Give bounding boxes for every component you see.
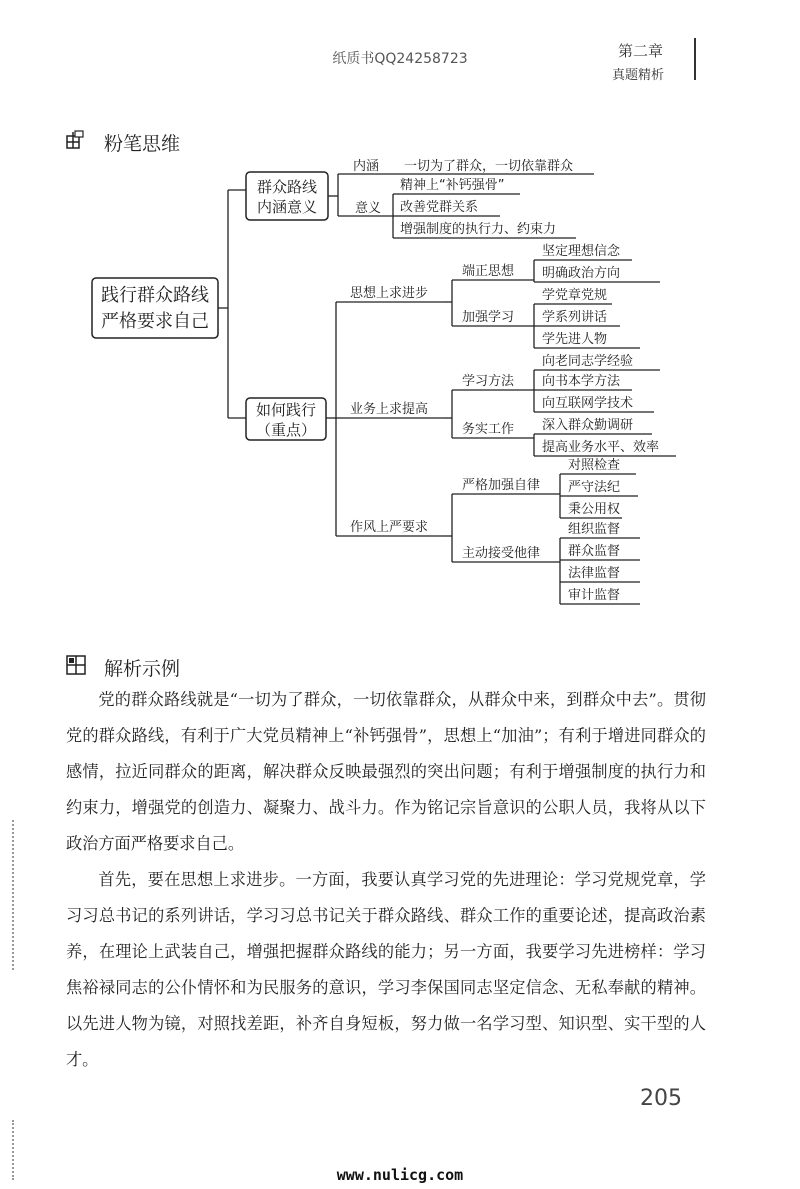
footer-url: www.nulicg.com bbox=[336, 1166, 464, 1184]
item-2-1-2: 法律监督 bbox=[568, 566, 621, 581]
item-0-0-1: 明确政治方向 bbox=[542, 266, 621, 281]
group-label-0: 思想上求进步 bbox=[350, 286, 429, 301]
grid-icon bbox=[66, 130, 86, 150]
scan-edge-mark bbox=[12, 820, 16, 970]
yiyi-item-1: 改善党群关系 bbox=[400, 200, 479, 215]
sub-label-1-1: 务实工作 bbox=[462, 422, 515, 437]
section-title-mindmap: 粉笔思维 bbox=[104, 133, 181, 155]
item-2-1-3: 审计监督 bbox=[568, 588, 621, 603]
item-2-0-0: 对照检查 bbox=[568, 458, 621, 473]
item-1-0-2: 向互联网学技术 bbox=[542, 396, 634, 411]
chapter-subtitle: 真题精析 bbox=[612, 68, 665, 83]
yiyi-item-0: 精神上“补钙强骨” bbox=[400, 178, 505, 193]
sub-label-1-0: 学习方法 bbox=[462, 374, 515, 389]
root-node-text-0: 践行群众路线 bbox=[101, 285, 209, 306]
chapter-label: 第二章 bbox=[618, 42, 664, 60]
item-0-1-1: 学系列讲话 bbox=[542, 310, 608, 325]
item-1-1-0: 深入群众勤调研 bbox=[542, 418, 634, 433]
item-1-0-0: 向老同志学经验 bbox=[542, 354, 634, 369]
branch2-node-text-1: （重点） bbox=[255, 421, 317, 439]
mind-map-diagram bbox=[0, 150, 800, 620]
branch1-node-text-1: 内涵意义 bbox=[256, 198, 318, 216]
neihan-label: 内涵 bbox=[353, 159, 380, 174]
sub-label-0-1: 加强学习 bbox=[462, 310, 515, 325]
branch2-node-text-0: 如何践行 bbox=[255, 401, 317, 419]
paragraph-1: 党的群众路线就是“一切为了群众，一切依靠群众，从群众中来，到群众中去”。贯彻党的群众路线，有利于广大党员精神上“补钙强骨”，思想上“加油”；有利于增进同群众的感情，拉近同群众的距离，解决群众反映最强烈的突出问题；有利于增强制度的执行力和约束力，增强党的创造力、凝聚力、战斗力。作为铭记宗旨意识的公职人员，我将从以下政治方面严格要求自己。 bbox=[66, 690, 706, 853]
group-label-2: 作风上严要求 bbox=[350, 520, 429, 535]
item-1-1-1: 提高业务水平、效率 bbox=[542, 440, 660, 455]
item-2-1-0: 组织监督 bbox=[568, 522, 621, 537]
scan-edge-mark-2 bbox=[12, 1120, 16, 1180]
group-label-1: 业务上求提高 bbox=[350, 402, 429, 417]
item-2-1-1: 群众监督 bbox=[568, 544, 621, 559]
grid-icon-2 bbox=[66, 655, 86, 675]
item-2-0-1: 严守法纪 bbox=[568, 480, 621, 495]
header-divider bbox=[694, 38, 696, 80]
item-0-1-0: 学党章党规 bbox=[542, 288, 608, 303]
paragraph-2: 首先，要在思想上求进步。一方面，我要认真学习党的先进理论：学习党规党章，学习习总书记的系列讲话，学习习总书记关于群众路线、群众工作的重要论述，提高政治素养，在理论上武装自己，增强把握群众路线的能力；另一方面，我要学习先进榜样：学习焦裕禄同志的公仆情怀和为民服务的意识，学习李保国同志坚定信念、无私奉献的精神。以先进人物为镜，对照找差距，补齐自身短板，努力做一名学习型、知识型、实干型的人才。 bbox=[66, 870, 706, 1069]
yiyi-item-2: 增强制度的执行力、约束力 bbox=[400, 222, 557, 237]
branch1-node-text-0: 群众路线 bbox=[256, 178, 318, 196]
page-number: 205 bbox=[640, 1086, 682, 1111]
item-1-0-1: 向书本学方法 bbox=[542, 374, 621, 389]
section-title-analysis: 解析示例 bbox=[104, 658, 181, 680]
yiyi-label: 意义 bbox=[355, 201, 382, 216]
item-0-1-2: 学先进人物 bbox=[542, 332, 608, 347]
header-watermark-text: 纸质书QQ24258723 bbox=[332, 51, 468, 67]
neihan-text: 一切为了群众，一切依靠群众 bbox=[404, 159, 574, 174]
sub-label-0-0: 端正思想 bbox=[462, 264, 515, 279]
sub-label-2-0: 严格加强自律 bbox=[462, 478, 541, 493]
item-2-0-2: 秉公用权 bbox=[568, 502, 621, 517]
item-0-0-0: 坚定理想信念 bbox=[542, 244, 621, 259]
sub-label-2-1: 主动接受他律 bbox=[462, 546, 541, 561]
root-node-text-1: 严格要求自己 bbox=[101, 311, 209, 332]
